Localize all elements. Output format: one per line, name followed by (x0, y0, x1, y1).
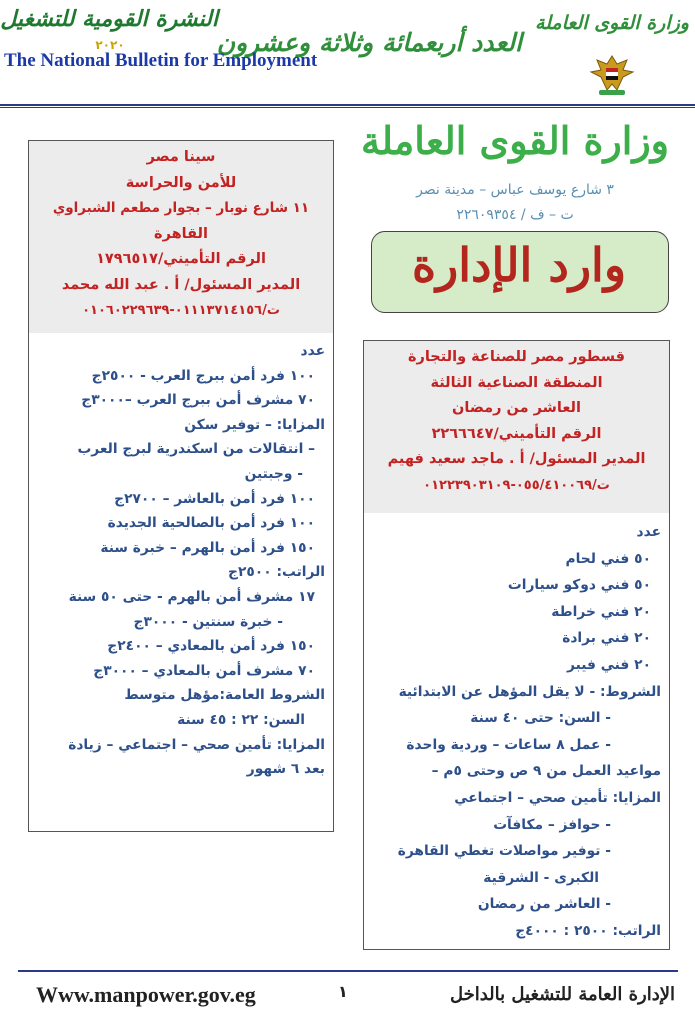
list-item: مواعيد العمل من ٩ ص وحتى ٥م – (431, 763, 661, 780)
issue-number: العدد أربعمائة وثلاثة وعشرون (216, 28, 522, 57)
list-item: الراتب: ٢٥٠٠ : ٤٠٠٠ج (515, 922, 661, 939)
list-item: - عمل ٨ ساعات – وردية واحدة (406, 736, 611, 753)
bulletin-year: ٢٠٢٠ (95, 38, 125, 52)
list-item: المزايا: – توفير سكن (184, 416, 325, 433)
listing-header (29, 141, 333, 333)
list-item: ١٠٠ فرد أمن بالصالحية الجديدة (107, 515, 315, 532)
list-item: ٢٠ فني فيبر (567, 656, 651, 673)
list-item: – انتقالات من اسكندرية لبرج العرب (77, 441, 315, 458)
list-item: ١٠٠ فرد أمن ببرج العرب - ٢٥٠٠ج (91, 367, 315, 384)
company-activity: للأمن والحراسة (125, 174, 237, 191)
footer-divider (18, 970, 678, 972)
section-banner-title: وارد الإدارة (411, 238, 627, 292)
job-listing-sinai-security (28, 140, 334, 832)
header-ministry-title: وزارة القوى العاملة (534, 12, 689, 34)
list-item: عدد (300, 343, 325, 359)
ministry-address-block (340, 178, 690, 228)
bulletin-title-arabic: النشرة القومية للتشغيل (0, 6, 218, 32)
list-item: ٥٠ فني دوكو سيارات (507, 577, 651, 594)
list-item: - حوافز – مكافآت (493, 816, 611, 833)
ministry-address: ٣ شارع يوسف عباس – مدينة نصر (416, 182, 614, 198)
company-city: العاشر من رمضان (452, 400, 581, 416)
company-phone: ت/٠٥٥/٤١٠٠٦٩-٠١٢٢٣٩٠٣١٠٩ (423, 477, 610, 493)
list-item: ٢٠ فني برادة (562, 630, 651, 647)
list-item: الراتب: ٢٥٠٠ج (228, 564, 325, 581)
listing-body (29, 333, 333, 782)
list-item: ٥٠ فني لحام (565, 550, 651, 567)
company-name: سينا مصر (146, 149, 216, 165)
list-item: بعد ٦ شهور (246, 761, 325, 778)
list-item: عدد (636, 524, 661, 540)
company-zone: المنطقة الصناعية الثالثة (430, 374, 603, 391)
list-item: المزايا: تأمين صحي – اجتماعي – زيادة (68, 736, 325, 753)
footer-department: الإدارة العامة للتشغيل بالداخل (449, 984, 675, 1005)
ministry-name: وزارة القوى العاملة (360, 118, 670, 163)
insurance-number: الرقم التأميني/٢٢٦٦٦٤٧ (431, 425, 602, 442)
list-item: ١٥٠ فرد أمن بالهرم – خبرة سنة (100, 539, 315, 556)
job-listing-kastour-misr (363, 340, 670, 950)
footer-website-link[interactable]: Www.manpower.gov.eg (36, 982, 256, 1007)
list-item: ٧٠ مشرف أمن بالمعادي – ٣٠٠٠ج (93, 662, 315, 679)
list-item: - توفير مواصلات تغطي القاهرة (397, 843, 611, 860)
list-item: الكبرى - الشرقية (483, 869, 599, 886)
list-item: ١٥٠ فرد أمن بالمعادي – ٢٤٠٠ج (107, 638, 315, 655)
list-item: الشروط: - لا يقل المؤهل عن الابتدائية (398, 683, 661, 700)
company-name: قسطور مصر للصناعة والتجارة (407, 349, 626, 365)
insurance-number: الرقم التأميني/١٧٩٦٥١٧ (96, 251, 266, 267)
company-city: القاهرة (154, 225, 208, 242)
manager-name: المدير المسئول/ أ . ماجد سعيد فهيم (387, 451, 646, 467)
company-phone: ت/٠١١١٣٧١٤١٥٦-٠١٠٦٠٢٢٩٦٣٩ (82, 303, 280, 318)
list-item: ٢٠ فني خراطة (551, 603, 651, 620)
list-item: الشروط العامة:مؤهل متوسط (124, 687, 325, 704)
ministry-phone: ت – ف / ٢٢٦٠٩٣٥٤ (456, 207, 574, 223)
list-item: ١٧ مشرف أمن بالهرم - حتى ٥٠ سنة (68, 588, 315, 605)
bulletin-title-english: The National Bulletin for Employment (4, 50, 318, 71)
list-item: ١٠٠ فرد أمن بالعاشر – ٢٧٠٠ج (114, 490, 315, 507)
eagle-emblem-icon (587, 50, 637, 98)
listing-header (364, 341, 669, 513)
header-divider (0, 104, 695, 106)
list-item: السن: ٢٢ : ٤٥ سنة (177, 711, 305, 728)
list-item: ٧٠ مشرف أمن ببرج العرب –٣٠٠٠ج (81, 392, 315, 409)
list-item: المزايا: تأمين صحي – اجتماعي (454, 789, 661, 806)
manager-name: المدير المسئول/ أ . عبد الله محمد (61, 276, 301, 293)
list-item: - السن: حتى ٤٠ سنة (470, 710, 611, 727)
header-divider-thin (0, 107, 695, 108)
list-item: - وجبتين (244, 465, 303, 482)
page-number: ١ (338, 982, 348, 1001)
list-item: - العاشر من رمضان (477, 896, 611, 913)
company-address: ١١ شارع نوبار – بجوار مطعم الشبراوي (52, 200, 310, 216)
listing-body (364, 513, 669, 945)
list-item: - خبرة سنتين - ٣٠٠٠ج (133, 613, 283, 630)
